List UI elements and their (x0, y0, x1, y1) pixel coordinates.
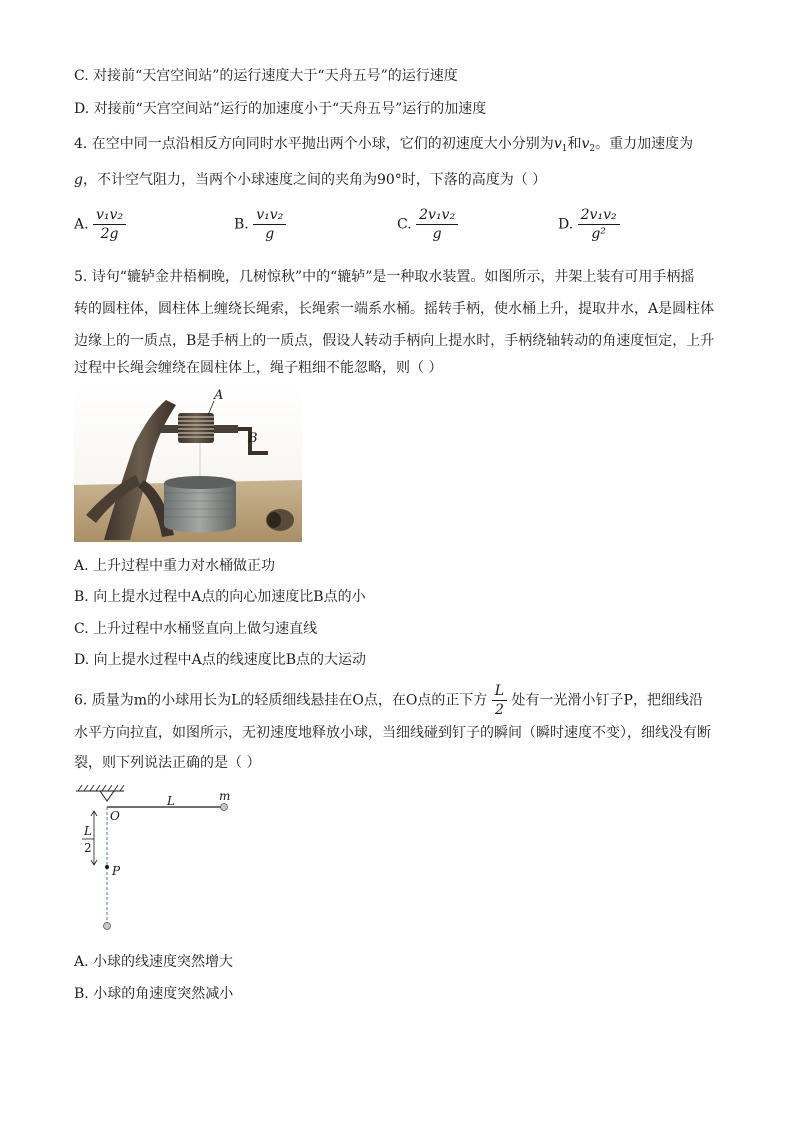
q6-stem-line3: 裂，则下列说法正确的是（ ） (74, 755, 261, 771)
q5-option-a: A. 上升过程中重力对水桶做正功 (74, 558, 276, 574)
q4-option-a: A. $\frac{\text{v₁v₂}}{2g}$ (74, 207, 126, 242)
figure-label-l: L (167, 794, 175, 808)
q5-stem-line4: 过程中长绳会缠绕在圆柱体上，绳子粗细不能忽略，则（ ） (74, 360, 443, 376)
q3-option-c: C. 对接前“天宫空间站”的运行速度大于“天舟五号”的运行速度 (74, 68, 458, 84)
figure-half-den: 2 (84, 841, 92, 855)
q4-option-a-fraction: $\frac{\text{v₁v₂}}{2g}$ (93, 207, 126, 242)
q5-option-b: B. 向上提水过程中A点的向心加速度比B点的小 (74, 589, 366, 605)
q6-option-b: B. 小球的角速度突然减小 (74, 986, 234, 1002)
q4-stem-line2 (74, 170, 546, 190)
windlass-well-figure (74, 385, 302, 542)
q5-stem-line2: 转的圆柱体，圆柱体上缠绕长绳索，长绳索一端系水桶。摇转手柄，使水桶上升，提取井水，A是圆柱体 (74, 301, 715, 317)
figure-label-a: A (214, 388, 224, 403)
q4-v2: $v_2$ (581, 136, 596, 154)
figure-label-p: P (112, 864, 121, 878)
q6-option-a: A. 小球的线速度突然增大 (74, 954, 234, 970)
q4-and: 和 (567, 136, 582, 152)
q4-option-b: B. $\frac{\text{v₁v₂}}{g}$ (234, 207, 286, 242)
q5-option-d: D. 向上提水过程中A点的线速度比B点的大运动 (74, 652, 367, 668)
q4-stem-line1 (74, 134, 693, 159)
q4-stem-text-c: ，不计空气阻力，当两个小球速度之间的夹角为90°时，下落的高度为（ ） (82, 172, 547, 188)
q4-option-c-fraction: $\frac{\text{2v₁v₂}}{g}$ (416, 207, 458, 242)
figure-label-b: B (248, 431, 258, 446)
figure-half-num: L (84, 824, 92, 838)
q5-stem-line3: 边缘上的一质点，B是手柄上的一质点，假设人转动手柄向上提水时，手柄绕轴转动的角速度恒定，上升 (74, 333, 715, 349)
q5-option-c: C. 上升过程中水桶竖直向上做匀速直线 (74, 621, 318, 637)
q6-stem-line2: 水平方向拉直，如图所示，无初速度地释放小球，当细线碰到钉子的瞬间（瞬时速度不变），细线没有断 (74, 725, 711, 741)
q6-stem-line1: 6. 质量为m的小球用长为L的轻质细线悬挂在O点，在O点的正下方 $\frac{L}{2}$ 处有一光滑小钉子P，把细线沿 (74, 683, 703, 718)
q3-option-d: D. 对接前“天宫空间站”运行的加速度小于“天舟五号”运行的加速度 (74, 101, 487, 117)
q4-stem-text-b: 。重力加速度为 (595, 136, 694, 152)
q4-stem-text-a: 4. 在空中同一点沿相反方向同时水平抛出两个小球，它们的初速度大小分别为 (74, 136, 554, 152)
q4-option-d: D. $\frac{\text{2v₁v₂}}{\text{g²}}$ (558, 207, 620, 242)
q4-option-d-fraction: $\frac{\text{2v₁v₂}}{\text{g²}}$ (578, 207, 620, 242)
figure-label-o: O (110, 809, 120, 823)
q5-stem-line1: 5. 诗句“辘轳金井梧桐晚，几树惊秋”中的“辘轳”是一种取水装置。如图所示，井架上装有可用手柄摇 (74, 269, 695, 285)
q4-g: g (74, 172, 83, 188)
q6-stem-fraction: $\frac{L}{2}$ (492, 683, 507, 718)
q4-option-c: C. $\frac{\text{2v₁v₂}}{g}$ (397, 207, 458, 242)
pendulum-figure (74, 785, 244, 935)
q4-v1: $v_1$ (553, 136, 568, 154)
figure-label-m: m (219, 789, 231, 803)
q4-option-b-fraction: $\frac{\text{v₁v₂}}{g}$ (253, 207, 286, 242)
